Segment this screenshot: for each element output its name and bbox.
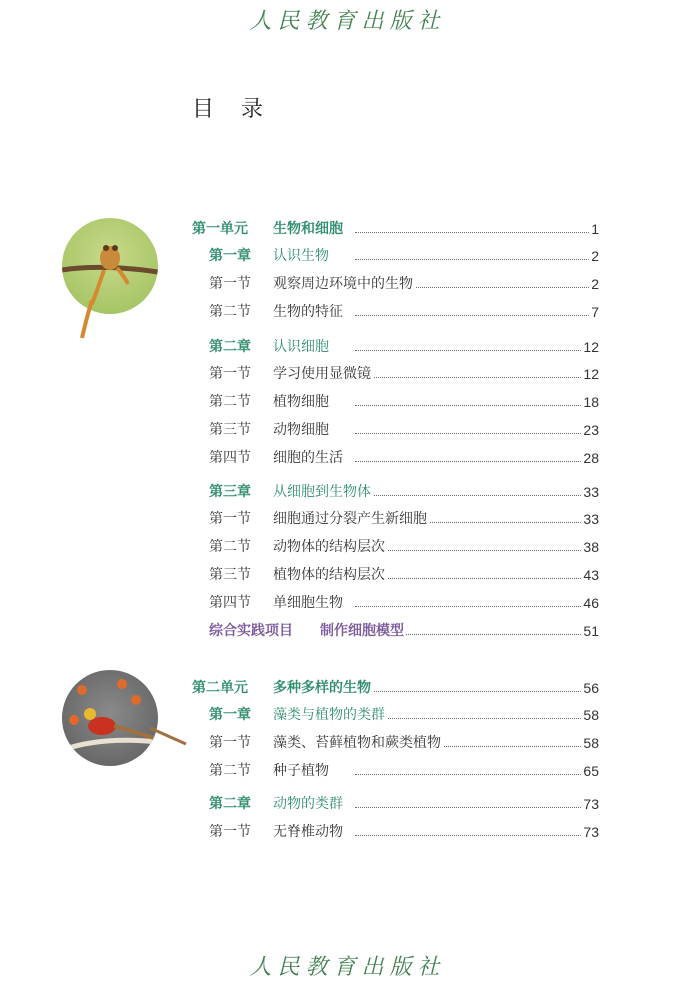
toc-entry-page: 2	[590, 244, 599, 268]
toc-entry-section[interactable]	[0, 591, 695, 615]
dot-leader	[355, 550, 591, 551]
toc-entry-label: 第四节	[209, 450, 251, 466]
toc-entry-page: 58	[582, 703, 599, 727]
toc-entry-label: 第一节	[209, 511, 251, 527]
toc-entry-page: 7	[590, 300, 599, 324]
toc-entry-section[interactable]	[0, 563, 695, 587]
toc-entry-chapter[interactable]	[0, 703, 695, 727]
toc-entry-title: 多种多样的生物	[273, 676, 373, 700]
toc-entry-title: 藻类、苔藓植物和蕨类植物	[273, 731, 443, 755]
toc-entry-title: 动物的类群	[273, 792, 345, 816]
toc-entry-label: 第二节	[209, 763, 251, 779]
toc-entry-title: 制作细胞模型	[320, 619, 406, 643]
toc-entry-title: 动物细胞	[273, 418, 331, 442]
toc-entry-section[interactable]	[0, 535, 695, 559]
toc-entry-section[interactable]	[0, 731, 695, 755]
toc-entry-section[interactable]	[0, 418, 695, 442]
toc-entry-title: 细胞通过分裂产生新细胞	[273, 507, 429, 531]
toc-entry-label: 第一节	[209, 824, 251, 840]
toc-entry-section[interactable]	[0, 446, 695, 470]
toc-entry-title: 藻类与植物的类群	[273, 703, 387, 727]
toc-entry-page: 56	[582, 676, 599, 700]
toc-entry-unit[interactable]	[0, 676, 695, 700]
toc-entry-title: 动物体的结构层次	[273, 535, 387, 559]
dot-leader	[355, 377, 591, 378]
toc-entry-page: 73	[582, 820, 599, 844]
toc-entry-page: 23	[582, 418, 599, 442]
toc-entry-chapter[interactable]	[0, 792, 695, 816]
toc-entry-section[interactable]	[0, 820, 695, 844]
toc-entry-title: 观察周边环境中的生物	[273, 272, 415, 296]
toc-entry-label: 第二单元	[192, 680, 248, 696]
toc-entry-page: 33	[582, 480, 599, 504]
toc-entry-page: 43	[582, 563, 599, 587]
toc-entry-section[interactable]	[0, 759, 695, 783]
toc-entry-page: 12	[582, 335, 599, 359]
dot-leader	[355, 606, 591, 607]
toc-entry-label: 第二章	[209, 339, 251, 355]
toc-entry-section[interactable]	[0, 300, 695, 324]
toc-entry-title: 单细胞生物	[273, 591, 345, 615]
toc-entry-title: 植物体的结构层次	[273, 563, 387, 587]
toc-entry-label: 第四节	[209, 595, 251, 611]
toc-entry-section[interactable]	[0, 362, 695, 386]
toc-entry-label: 第一章	[209, 248, 251, 264]
dot-leader	[355, 835, 591, 836]
toc-entry-page: 58	[582, 731, 599, 755]
toc-entry-label: 第二节	[209, 304, 251, 320]
toc-entry-label: 第一节	[209, 735, 251, 751]
toc-entry-section[interactable]	[0, 272, 695, 296]
toc-entry-page: 38	[582, 535, 599, 559]
dot-leader	[355, 774, 591, 775]
dot-leader	[355, 232, 591, 233]
toc-entry-page: 33	[582, 507, 599, 531]
toc-entry-page: 51	[582, 619, 599, 643]
dot-leader	[355, 691, 591, 692]
toc-entry-section[interactable]	[0, 507, 695, 531]
toc-entry-label: 第三节	[209, 567, 251, 583]
toc-entry-page: 46	[582, 591, 599, 615]
dot-leader	[355, 578, 591, 579]
toc-entry-label: 第三节	[209, 422, 251, 438]
toc-entry-page: 18	[582, 390, 599, 414]
toc-entry-label: 综合实践项目	[209, 623, 293, 639]
toc-entry-page: 2	[590, 272, 599, 296]
toc-entry-page: 12	[582, 362, 599, 386]
toc-entry-label: 第一节	[209, 276, 251, 292]
toc-entry-label: 第三章	[209, 484, 251, 500]
toc-entry-title: 无脊椎动物	[273, 820, 345, 844]
toc-entry-title: 细胞的生活	[273, 446, 345, 470]
dot-leader	[355, 350, 591, 351]
toc-entry-chapter[interactable]	[0, 335, 695, 359]
toc-entry-title: 种子植物	[273, 759, 331, 783]
toc-entry-label: 第一节	[209, 366, 251, 382]
publisher-logo-top: 人民教育出版社	[249, 9, 446, 34]
toc-entry-label: 第一章	[209, 707, 251, 723]
toc-entry-label: 第二章	[209, 796, 251, 812]
toc-entry-label: 第一单元	[192, 221, 248, 237]
page-title: 目 录	[192, 97, 273, 122]
toc-entry-title: 认识生物	[273, 244, 331, 268]
toc-entry-chapter[interactable]	[0, 480, 695, 504]
toc-entry-section[interactable]	[0, 390, 695, 414]
toc-entry-title: 植物细胞	[273, 390, 331, 414]
toc-entry-label: 第二节	[209, 394, 251, 410]
dot-leader	[355, 405, 591, 406]
toc-entry-chapter[interactable]	[0, 244, 695, 268]
dot-leader	[355, 495, 591, 496]
toc-entry-practice[interactable]	[0, 619, 695, 643]
toc-entry-page: 73	[582, 792, 599, 816]
toc-entry-unit[interactable]	[0, 217, 695, 241]
toc-entry-page: 65	[582, 759, 599, 783]
toc-entry-page: 1	[590, 217, 599, 241]
toc-entry-title: 生物和细胞	[273, 217, 345, 241]
dot-leader	[355, 718, 591, 719]
dot-leader	[355, 259, 591, 260]
dot-leader	[355, 807, 591, 808]
dot-leader	[355, 433, 591, 434]
dot-leader	[355, 315, 591, 316]
toc-entry-title: 从细胞到生物体	[273, 480, 373, 504]
toc-entry-label: 第二节	[209, 539, 251, 555]
toc-entry-title: 学习使用显微镜	[273, 362, 373, 386]
toc-entry-page: 28	[582, 446, 599, 470]
publisher-logo-bottom: 人民教育出版社	[249, 955, 446, 980]
toc-entry-title: 生物的特征	[273, 300, 345, 324]
dot-leader	[355, 461, 591, 462]
toc-entry-title: 认识细胞	[273, 335, 331, 359]
